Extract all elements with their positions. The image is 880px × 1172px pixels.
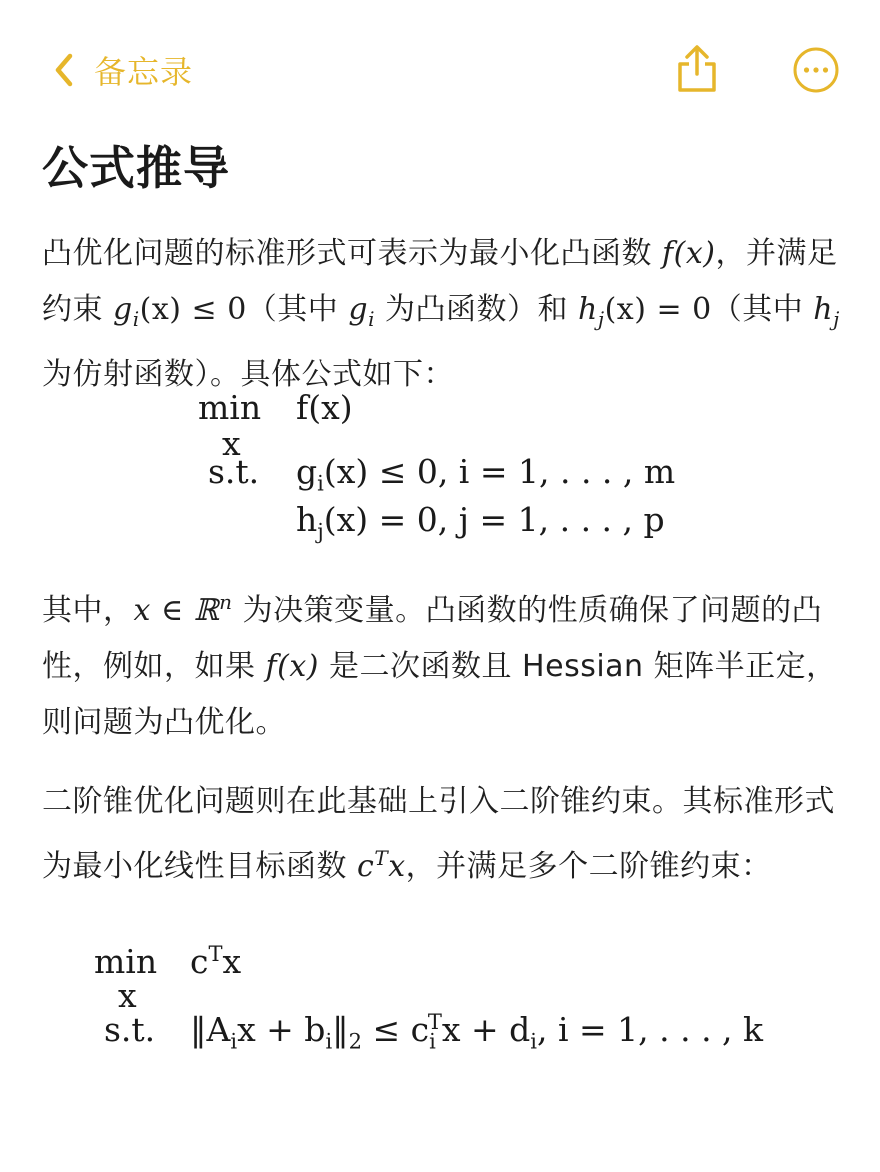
more-button[interactable] [792,46,840,94]
eq2-objective: $c^Tx$ [190,942,242,981]
share-button[interactable] [674,44,720,94]
back-button[interactable] [50,48,193,92]
eq1-equality-constraint: $h_j(x) = 0$, j = 1, . . . , p [296,500,665,544]
eq2-soc-constraint: $‖A_ix$ + $b_i‖_2 \le c_i^Tx + d_i$, i = 1, . . . , k [190,1010,764,1054]
eq1-inequality-constraint: $g_i(x) \le 0$, i = 1, . . . , m [296,452,676,496]
math-x-in-rn: x ∈ ℝ$^n$ [133,590,233,628]
note-title: 公式推导 [42,141,230,195]
share-icon [674,79,720,98]
more-icon [792,79,840,98]
math-gi: $g_i$ [348,292,375,331]
chevron-left-icon [50,48,80,92]
math-gi-constraint: $g_i(x) \le 0$ [113,292,247,331]
eq2-st: s.t. [104,1010,156,1049]
back-label: 备忘录 [94,53,194,91]
eq1-min: min [198,388,262,427]
note-paragraph-1: 凸优化问题的标准形式可表示为最小化凸函数 f(x)，并满足约束 $g_i(x) \le 0$（其中 $g_i$ 为凸函数）和 $h_j(x) = 0$（其中 $h_j$ 为仿射函数）。具体公式如下： [42,236,840,392]
eq2-min: min [94,942,158,981]
math-f-x: f(x) [662,236,716,271]
eq1-min-sub: x [222,424,241,463]
eq1-objective: f(x) [296,388,353,427]
note-paragraph-3: 二阶锥优化问题则在此基础上引入二阶锥约束。其标准形式为最小化线性目标函数 $c^Tx$，并满足多个二阶锥约束： [42,784,835,884]
eq1-st: s.t. [208,452,260,491]
note-paragraph-2: 其中，x ∈ ℝ$^n$ 为决策变量。凸函数的性质确保了问题的凸性，例如，如果 f(x) 是二次函数且 Hessian 矩阵半正定，则问题为凸优化。 [42,590,837,740]
eq2-min-sub: x [118,976,137,1015]
top-navigation-bar [0,0,880,120]
math-hj: $h_j$ [813,292,840,331]
math-hj-constraint: $h_j(x) = 0$ [578,292,712,331]
math-f-x-2: f(x) [265,649,319,684]
math-cT-x: $c^Tx$ [357,846,406,884]
